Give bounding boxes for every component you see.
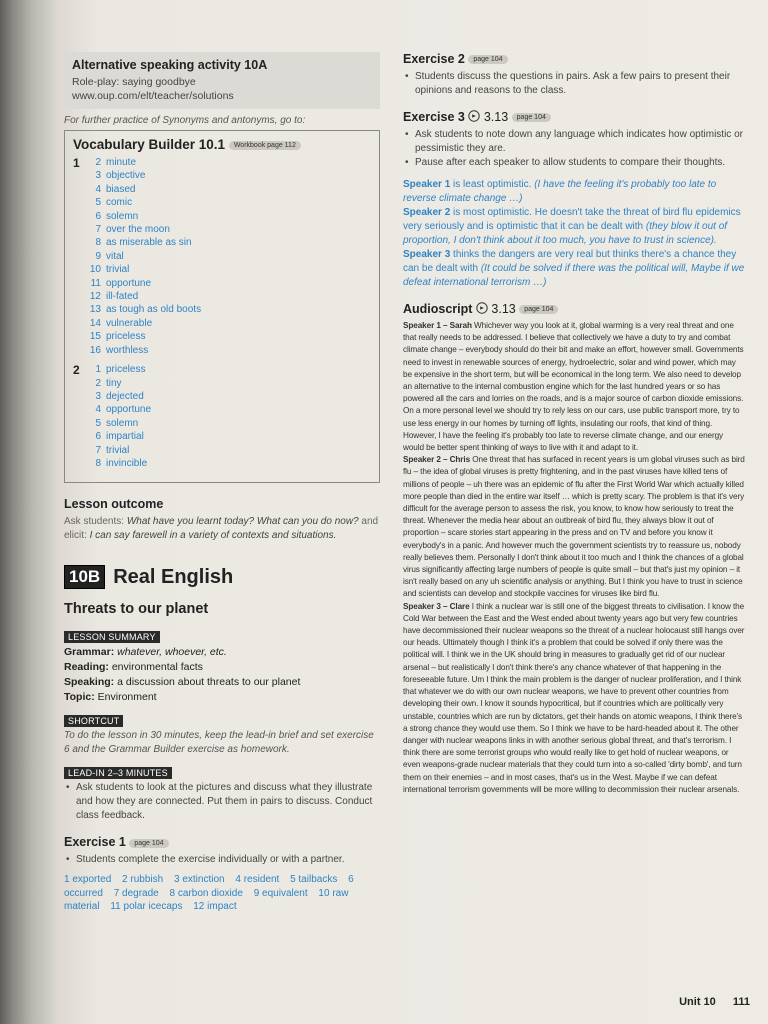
vocab-answer-item xyxy=(87,183,201,196)
vocab-answer-text: impartial xyxy=(106,431,144,443)
speaker-answer xyxy=(403,206,745,248)
lesson-summary xyxy=(64,645,380,705)
vocab-answer-number: 11 xyxy=(90,277,101,289)
exercise-1-answer-number: 6 xyxy=(348,874,354,886)
vocab-answer-item xyxy=(87,363,151,376)
vocab-answer-text: dejected xyxy=(106,390,144,402)
alt-activity-subtitle: Role-play: saying goodbye xyxy=(72,76,196,88)
exercise-1-answer-text: equivalent xyxy=(262,887,308,899)
audio-cd-icon xyxy=(476,302,488,314)
summary-value: whatever, whoever, etc. xyxy=(117,646,227,659)
vocab-groups xyxy=(73,156,371,470)
summary-value: a discussion about threats to our planet xyxy=(117,676,301,689)
vocab-answer-item xyxy=(87,263,201,276)
audioscript-text: One threat that has surfaced in recent years is um global viruses such as bird flu – the idea of global viruses is pretty frightening, and in the past viruses have killed tens of millions of people – uh there was an epidemic of flu after the First World War which actually killed more people than died in the entire war itself … which is pretty scary. The problem is that it's very difficult for the average person to assess the risk, you know, to know how seriously to treat the threat. Whenever the media hear about an outbreak of bird flu, they always blow it out of proportion – scare stories start appearing in the press and on TV and before you know it everybody's in a panic. And however much the government scientists try to reassure us, nobody really believes them. Personally I don't think about it too much and I think the chances of a global virus significantly affecting large numbers of people is quite small – but that's just my opinion – it isn't really based on any uh scientific analysis or anything. But I think you have to trust in science and scientists can develop and stockpile vaccines for viruses like bird flu. xyxy=(403,455,745,599)
vocab-answer-item xyxy=(87,303,201,316)
exercise-1-answer-text: carbon dioxide xyxy=(177,887,243,899)
audio-cd-icon xyxy=(468,110,480,122)
summary-label: Topic: xyxy=(64,691,95,704)
vocab-answer-item xyxy=(87,236,201,249)
speaker-text: is least optimistic. xyxy=(453,179,532,190)
exercise-1-answer xyxy=(122,874,163,885)
exercise-1-title: Exercise 1 xyxy=(64,835,126,850)
exercise-1-answer-text: tailbacks xyxy=(298,874,338,886)
exercise-2-heading xyxy=(403,52,745,66)
summary-label: Grammar: xyxy=(64,646,115,659)
exercise-1-answer-text: extinction xyxy=(182,874,225,886)
exercise-1-answer-number: 7 xyxy=(113,887,120,899)
vocab-answer-text: comic xyxy=(106,197,133,209)
lesson-code-badge: 10B xyxy=(64,565,105,589)
exercise-3-heading xyxy=(403,110,745,124)
vocab-answer-text: as tough as old boots xyxy=(106,304,202,316)
vocab-answer-item xyxy=(87,223,201,236)
exercise-1-answer xyxy=(290,874,337,885)
vocab-answer-number: 16 xyxy=(89,344,101,356)
vocab-answer-item xyxy=(87,210,201,223)
exercise-1-answer-text: polar icecaps xyxy=(123,901,183,913)
vocabulary-builder-heading: Vocabulary Builder 10.1 xyxy=(73,137,226,152)
exercise-3-track: 3.13 xyxy=(483,110,509,124)
vocab-answer-text: trivial xyxy=(106,264,130,276)
exercise-1-answer xyxy=(174,874,225,885)
vocab-answer-item xyxy=(87,250,201,263)
lesson-outcome-and-elicit: and elicit: xyxy=(64,516,379,542)
vocab-answer-text: worthless xyxy=(106,344,149,356)
book-spine-shadow xyxy=(0,0,58,1024)
vocab-answer-item xyxy=(87,403,151,416)
exercise-1-answer-text: degrade xyxy=(122,887,159,899)
exercise-1-answer xyxy=(170,888,243,899)
vocab-group xyxy=(73,156,371,357)
exercise-1-answer-number: 11 xyxy=(110,901,121,913)
vocab-answer-item xyxy=(87,344,201,357)
vocab-answer-text: solemn xyxy=(106,210,139,222)
exercise-1-answer-number: 10 xyxy=(318,887,330,899)
exercise-2-page-badge: page 104 xyxy=(468,55,507,64)
lesson-summary-tag: LESSON SUMMARY xyxy=(64,631,160,643)
vocab-answer-text: trivial xyxy=(106,444,130,456)
vocab-answer-item xyxy=(87,196,201,209)
vocab-answer-number: 15 xyxy=(89,331,101,343)
vocab-answer-text: objective xyxy=(106,170,146,182)
vocab-answer-number: 6 xyxy=(95,210,101,222)
vocab-answer-item xyxy=(87,417,151,430)
lead-in-tag: LEAD-IN 2–3 MINUTES xyxy=(64,767,172,779)
summary-row xyxy=(64,660,380,675)
exercise-1-answer xyxy=(64,874,111,885)
exercise-1-heading xyxy=(64,835,380,849)
vocab-answer-number: 4 xyxy=(95,404,101,416)
vocab-answer-item xyxy=(87,169,201,182)
exercise-1-answer xyxy=(114,888,159,899)
vocab-answer-number: 5 xyxy=(95,197,101,209)
summary-label: Speaking: xyxy=(64,676,115,689)
exercise-1-bullet: • Students complete the exercise individually or with a partner. xyxy=(64,853,380,867)
summary-row xyxy=(64,645,380,660)
vocab-answer-text: tiny xyxy=(106,377,122,389)
lesson-outcome-question: What have you learnt today? What can you do now? xyxy=(126,516,359,528)
vocab-answer-number: 8 xyxy=(95,237,101,249)
exercise-1-answer-text: resident xyxy=(243,874,280,886)
exercise-1-answer-text: exported xyxy=(72,874,112,886)
audioscript-part xyxy=(403,320,745,454)
audioscript-speaker: Speaker 1 – Sarah xyxy=(403,321,472,330)
further-practice-note: For further practice of Synonyms and antonyms, go to: xyxy=(64,115,306,126)
summary-label: Reading: xyxy=(64,661,109,674)
alt-activity-title: Alternative speaking activity 10A xyxy=(72,58,268,72)
speaker-quote: (they blow it out of proportion, I don't think about it too much, you have to trust in science). xyxy=(403,221,728,246)
vocab-answer-number: 9 xyxy=(95,250,101,262)
exercise-1-answer xyxy=(110,901,182,912)
summary-row xyxy=(64,690,380,705)
vocab-answer-text: invincible xyxy=(106,457,148,469)
exercise-3-bullets xyxy=(403,128,745,170)
page-footer xyxy=(665,996,750,1008)
audioscript-speaker: Speaker 2 – Chris xyxy=(403,455,471,465)
exercise-1-answer xyxy=(235,874,279,885)
speaker-label: Speaker 3 xyxy=(403,249,451,260)
vocab-answer-number: 5 xyxy=(95,417,101,429)
exercise-1-answer-number: 1 xyxy=(64,874,70,886)
exercise-1-page-badge: page 104 xyxy=(129,839,168,848)
lesson-heading xyxy=(64,565,380,589)
exercise-1-answer-number: 12 xyxy=(193,901,205,913)
exercise-1-answer-text: raw material xyxy=(64,887,349,913)
exercise-1-answer-text: impact xyxy=(207,901,237,913)
vocab-answer-number: 3 xyxy=(95,390,101,402)
lesson-outcome-title: Lesson outcome xyxy=(64,497,164,512)
exercise-1-answer xyxy=(254,888,308,899)
vocab-answer-item xyxy=(87,457,151,470)
vocabulary-builder-box xyxy=(64,130,380,483)
vocabulary-builder-title xyxy=(73,137,371,152)
alt-activity-box xyxy=(64,52,380,109)
exercise-1-answer-number: 4 xyxy=(235,874,241,886)
vocab-answer-text: priceless xyxy=(106,331,146,343)
exercise-2-title: Exercise 2 xyxy=(403,52,465,66)
shortcut-tag: SHORTCUT xyxy=(64,715,123,727)
audioscript-text: Whichever way you look at it, global warming is a very real threat and one that really needs to be addressed. I believe that collectively we have a duty to try and combat climate change – everybody should do their bit and make an effort, however small. Governments need to invest in renewable sources of energy, hydroelectric, solar and wind power, which may be expensive in the short term, but will be economical in the long term. We also need to develop an alternative to the internal combustion engine which for the last hundred years or so has powered all the cars and lorries on the roads, and is a major source of carbon dioxide emissions. On a more personal level we should try to rely less on our cars, use public transport more, try to use less energy in our homes by turning off lights, insulating our roofs, that kind of thing. However, I have the feeling it's probably too late to reverse climate change, and our energy would be better spent thinking of ways to live with it and adapt to it. xyxy=(403,321,744,453)
vocab-answer-list xyxy=(83,363,151,470)
speaker-label: Speaker 2 xyxy=(403,207,451,218)
exercise-1-answer-number: 2 xyxy=(122,874,128,886)
audioscript-part xyxy=(403,454,745,600)
vocab-answer-list xyxy=(83,156,201,357)
vocab-answer-item xyxy=(87,330,201,343)
vocab-answer-number: 8 xyxy=(95,457,101,469)
vocab-answer-text: opportune xyxy=(106,404,152,416)
vocab-answer-item xyxy=(87,390,151,403)
exercise-1-answer-number: 3 xyxy=(173,874,180,886)
speaker-text: is most optimistic. He doesn't take the threat of bird flu epidemics very seriously and is optimistic that it can be dealt with xyxy=(403,207,741,232)
vocab-answer-text: solemn xyxy=(106,417,139,429)
lesson-outcome-text xyxy=(64,515,380,543)
shortcut-text: To do the lesson in 30 minutes, keep the lead-in brief and set exercise 6 and the Grammar Builder exercise as homework. xyxy=(64,730,374,756)
vocab-answer-item xyxy=(87,377,151,390)
exercise-1-answer-number: 5 xyxy=(290,874,296,886)
vocab-answer-text: biased xyxy=(106,183,136,195)
vocab-answer-text: opportune xyxy=(106,277,152,289)
speaker-label: Speaker 1 xyxy=(403,179,451,190)
vocab-answer-number: 13 xyxy=(89,304,101,316)
vocab-answer-number: 2 xyxy=(95,377,101,389)
exercise-3-bullet: • Ask students to note down any language which indicates how optimistic or pessimistic they are. xyxy=(403,128,745,156)
speaker-answer xyxy=(403,248,745,290)
exercise-1-answer-text: rubbish xyxy=(130,874,164,886)
exercise-1-answer xyxy=(193,901,236,912)
workbook-page-badge: Workbook page 112 xyxy=(229,141,301,150)
exercise-1-answer-number: 8 xyxy=(169,887,176,899)
vocab-answer-text: priceless xyxy=(106,364,146,376)
vocab-answer-number: 12 xyxy=(89,291,101,303)
exercise-2-bullet: • Students discuss the questions in pairs. Ask a few pairs to present their opinions and reasons to the class. xyxy=(403,70,745,98)
right-column xyxy=(403,52,745,796)
vocab-answer-item xyxy=(87,317,201,330)
vocab-answer-item xyxy=(87,156,201,169)
summary-row xyxy=(64,675,380,690)
vocab-answer-text: as miserable as sin xyxy=(106,237,192,249)
audioscript-speaker: Speaker 3 – Clare xyxy=(403,601,470,611)
audioscript-page-badge: page 104 xyxy=(519,305,558,314)
vocab-answer-item xyxy=(87,444,151,457)
exercise-3-answers xyxy=(403,178,745,290)
vocab-answer-number: 3 xyxy=(95,170,101,182)
lead-in-text: • Ask students to look at the pictures and discuss what they illustrate and how they are connected. Put them in pairs to discuss. Conduct class feedback. xyxy=(64,781,380,823)
summary-value: Environment xyxy=(97,691,157,704)
summary-value: environmental facts xyxy=(111,661,203,674)
exercise-1-answers xyxy=(64,873,380,914)
vocab-answer-number: 10 xyxy=(89,264,101,276)
exercise-1-answer-number: 9 xyxy=(253,887,260,899)
vocab-answer-number: 4 xyxy=(95,183,101,195)
vocab-answer-number: 7 xyxy=(95,444,101,456)
vocab-group-number: 1 xyxy=(73,156,80,170)
vocab-answer-number: 7 xyxy=(95,224,101,236)
vocab-answer-text: ill-fated xyxy=(106,291,139,303)
vocab-answer-text: vulnerable xyxy=(106,317,153,329)
exercise-3-bullet: • Pause after each speaker to allow students to compare their thoughts. xyxy=(403,156,745,170)
vocab-answer-text: over the moon xyxy=(106,224,170,236)
speaker-answer xyxy=(403,178,745,206)
vocab-group-number: 2 xyxy=(73,363,80,378)
speaker-text: thinks the dangers are very real but thinks there's a chance they can be dealt with xyxy=(403,249,737,274)
alt-activity-url[interactable]: www.oup.com/elt/teacher/solutions xyxy=(72,90,234,102)
vocab-answer-number: 14 xyxy=(89,317,101,329)
vocab-answer-item xyxy=(87,430,151,443)
exercise-1-answer-text: occurred xyxy=(64,887,103,899)
lesson-outcome-elicit: I can say farewell in a variety of contexts and situations. xyxy=(89,530,337,542)
vocab-answer-item xyxy=(87,277,201,290)
vocab-group xyxy=(73,363,371,470)
speaker-quote: (It could be solved if there was the political will, Maybe if we defeat international terrorism …) xyxy=(403,263,745,288)
footer-unit: Unit 10 xyxy=(679,996,716,1008)
vocab-answer-number: 2 xyxy=(95,157,101,168)
lesson-name: Real English xyxy=(113,565,234,588)
audioscript-body xyxy=(403,320,745,796)
audioscript-track: 3.13 xyxy=(491,302,516,316)
audioscript-heading xyxy=(403,302,745,316)
vocab-answer-item xyxy=(87,290,201,303)
audioscript-title: Audioscript xyxy=(403,302,473,316)
audioscript-text: I think a nuclear war is still one of the biggest threats to civilisation. I know the Cold War between the East and the West ended about twenty years ago but very few countries have decommissioned their nuclear weapons so the threat of a nuclear holocaust still hangs over our heads. Ultimately though I think it's a problem that could be solved if only there was the political will. I think we in the UK should bring in measures to gradually get rid of our nuclear arsenal – but realistically I don't think there's any chance whatever of that happening in the foreseeable future. Um I think the main problem is the danger of nuclear proliferation, and I think that whatever we do with our own nuclear weapons, we have to prevent other countries from developing their own. I know it sounds hypocritical, but if countries which are politically very unstable, countries which are run by dictators, get their hands on atomic weapons, I think there's a strong chance they would use them. So I think we have to be hard-headed about it. The other danger with nuclear weapons links in with another serious global threat, and that's terrorism. I think there are some terrorist groups who would really like to get hold of nuclear weapons, or even weapons-grade nuclear materials that they could turn into a so-called 'dirty bomb', and turn them on their enemies – and in most cases, that's us in the West. Maybe if we can defeat international terrorism governments will be more willing to decommission their nuclear arsenals. xyxy=(403,601,745,794)
vocab-answer-number: 6 xyxy=(95,431,101,443)
footer-page-number: 111 xyxy=(732,996,750,1008)
vocab-answer-text: vital xyxy=(106,250,124,262)
lesson-outcome-ask: Ask students: xyxy=(64,516,125,528)
vocab-answer-text: minute xyxy=(106,157,137,168)
left-column xyxy=(64,52,380,914)
vocab-answer-number: 1 xyxy=(95,364,101,376)
exercise-3-title: Exercise 3 xyxy=(403,110,465,124)
audioscript-part xyxy=(403,601,745,796)
exercise-3-page-badge: page 104 xyxy=(512,113,551,122)
lesson-topic: Threats to our planet xyxy=(64,601,209,618)
speaker-quote: (I have the feeling it's probably too late to reverse climate change …) xyxy=(403,179,717,204)
